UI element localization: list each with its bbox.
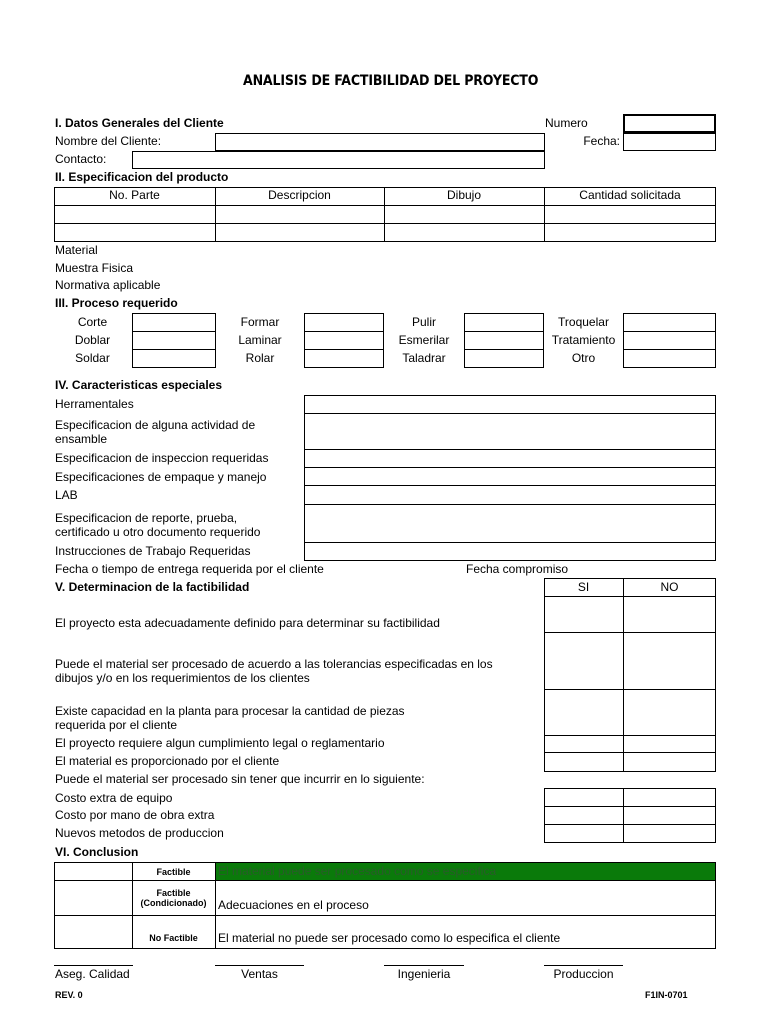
document-title: ANALISIS DE FACTIBILIDAD DEL PROYECTO [243,73,539,89]
normativa-label: Normativa aplicable [55,278,161,292]
contacto-field[interactable] [132,151,545,169]
signature-ventas: Ventas [241,967,278,981]
fecha-field[interactable] [623,133,716,151]
q8-label: Costo por mano de obra extra [55,808,215,822]
q1-label: El proyecto esta adecuadamente definido para determinar su factibilidad [55,616,440,630]
proceso-taladrar-field[interactable] [464,349,544,368]
no-header: NO [660,580,679,594]
lab-field[interactable] [304,485,716,505]
proceso-pulir: Pulir [411,315,436,329]
q7-label: Costo extra de equipo [55,791,173,805]
conclusion-factible-label: Factible [156,867,191,877]
section-2-heading: II. Especificacion del producto [55,170,229,184]
empaque-field[interactable] [304,467,716,486]
proceso-taladrar: Taladrar [402,351,446,365]
herramentales-label: Herramentales [55,397,134,411]
instrucciones-label: Instrucciones de Trabajo Requeridas [55,544,251,558]
proceso-formar: Formar [240,315,280,329]
section-6-heading: VI. Conclusion [55,845,139,859]
col-cantidad: Cantidad solicitada [579,188,681,202]
proceso-esmerilar-field[interactable] [464,331,544,350]
numero-field[interactable] [623,114,716,133]
numero-label: Numero [545,116,588,130]
proceso-doblar: Doblar [74,333,111,347]
col-dibujo: Dibujo [446,188,482,202]
si-header: SI [577,580,590,594]
lab-label: LAB [55,488,78,502]
inspeccion-field[interactable] [304,449,716,468]
proceso-tratamiento-field[interactable] [623,331,716,350]
proceso-tratamiento: Tratamiento [551,333,616,347]
proceso-rolar: Rolar [245,351,275,365]
conclusion-condicionado-text: Adecuaciones en el proceso [218,898,369,912]
q3-label: Existe capacidad en la planta para procesar la cantidad de piezas requerida por el cliente [55,704,405,732]
proceso-soldar-field[interactable] [132,349,216,368]
q4-label: El proyecto requiere algun cumplimiento legal o reglamentario [55,736,385,750]
proceso-soldar: Soldar [75,351,110,365]
signature-produccion: Produccion [553,967,614,981]
inspeccion-label: Especificacion de inspeccion requeridas [55,451,269,465]
ensamble-label: Especificacion de alguna actividad de ensamble [55,418,256,446]
conclusion-no-factible-label: No Factible [149,933,198,943]
proceso-formar-field[interactable] [304,313,384,332]
signature-ingenieria: Ingenieria [397,967,451,981]
proceso-pulir-field[interactable] [464,313,544,332]
section-3-heading: III. Proceso requerido [55,296,178,310]
material-label: Material [55,243,98,257]
fecha-compromiso-label: Fecha compromiso [466,562,569,576]
section-1-heading: I. Datos Generales del Cliente [55,116,224,130]
conclusion-condicionado-label: Factible (Condicionado) [140,888,207,908]
signature-calidad: Aseg. Calidad [55,967,130,981]
ensamble-field[interactable] [304,413,716,450]
q5-label: El material es proporcionado por el cliente [55,754,280,768]
q9-label: Nuevos metodos de produccion [55,826,224,840]
proceso-laminar-field[interactable] [304,331,384,350]
instrucciones-field[interactable] [304,542,716,561]
fecha-label: Fecha: [583,134,620,148]
col-no-parte: No. Parte [109,188,160,202]
proceso-troquelar-field[interactable] [623,313,716,332]
muestra-label: Muestra Fisica [55,261,134,275]
col-descripcion: Descripcion [268,188,331,202]
nombre-cliente-label: Nombre del Cliente: [55,134,162,148]
form-code: F1IN-0701 [645,990,688,1000]
proceso-laminar: Laminar [238,333,282,347]
proceso-corte-field[interactable] [132,313,216,332]
costos-grid [544,788,716,843]
conclusion-factible-text: El material puede ser procesado como se especifica [218,864,497,878]
proceso-rolar-field[interactable] [304,349,384,368]
section-5-heading: V. Determinacion de la factibilidad [55,580,250,594]
empaque-label: Especificaciones de empaque y manejo [55,470,267,484]
herramentales-field[interactable] [304,395,716,414]
proceso-esmerilar: Esmerilar [398,333,450,347]
contacto-label: Contacto: [55,152,107,166]
fecha-entrega-label: Fecha o tiempo de entrega requerida por el cliente [55,562,324,576]
nombre-cliente-field[interactable] [215,133,545,151]
section-4-heading: IV. Caracteristicas especiales [55,378,223,392]
factibilidad-grid [544,578,716,772]
proceso-troquelar: Troquelar [558,315,609,329]
q6-label: Puede el material ser procesado sin tener que incurrir en lo siguiente: [55,772,425,786]
proceso-otro-field[interactable] [623,349,716,368]
proceso-otro: Otro [571,351,596,365]
conclusion-no-factible-text: El material no puede ser procesado como lo especifica el cliente [218,931,561,945]
proceso-corte: Corte [77,315,108,329]
revision-label: REV. 0 [55,990,83,1000]
q2-label: Puede el material ser procesado de acuerdo a las tolerancias especificadas en los dibujos y/o en los requerimientos de los clientes [55,657,493,685]
reporte-field[interactable] [304,504,716,543]
proceso-doblar-field[interactable] [132,331,216,350]
reporte-label: Especificacion de reporte, prueba, certificado u otro documento requerido [55,511,261,539]
